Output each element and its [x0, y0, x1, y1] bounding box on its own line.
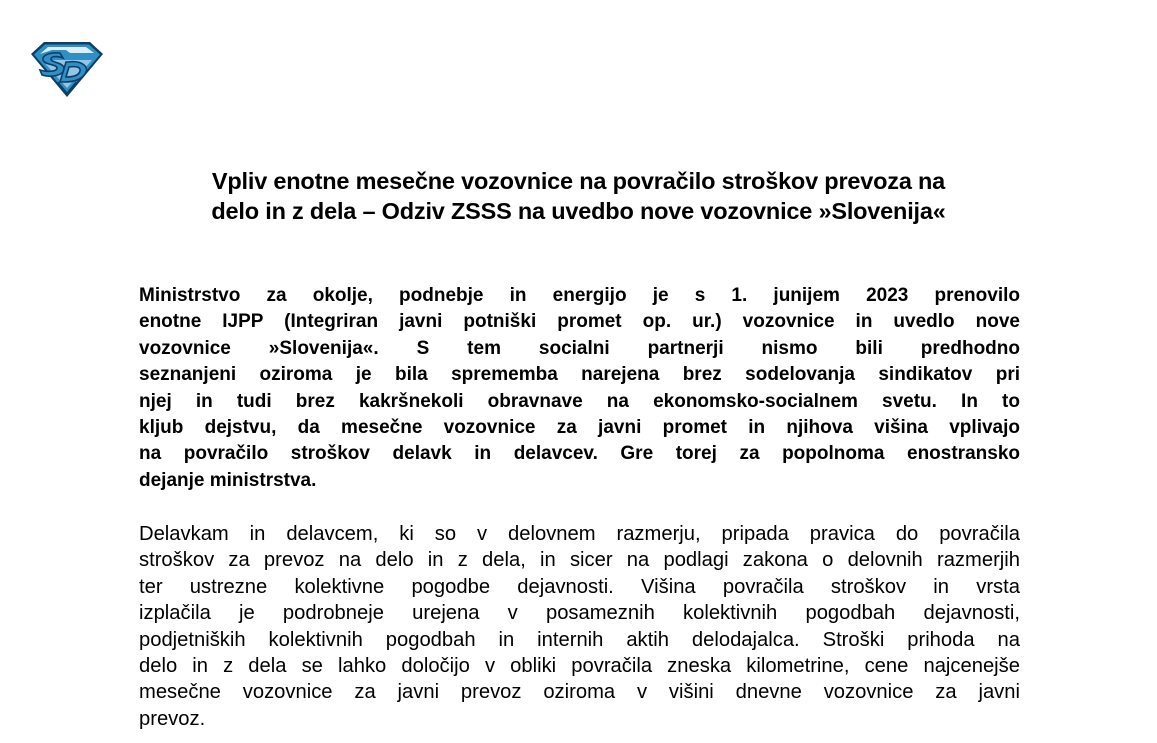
shield-logo-icon [30, 40, 104, 98]
paragraph-line: podjetniških kolektivnih pogodbah in internih aktih delodajalca. Stroški prihoda na [139, 628, 1020, 651]
paragraph-line: na povračilo stroškov delavk in delavcev. Gre torej za popolnoma enostransko [139, 443, 1020, 465]
paragraph-line: prevoz. [139, 707, 206, 730]
paragraph-intro-bold [139, 283, 1020, 494]
paragraph-line: vozovnice »Slovenija«. S tem socialni partnerji nismo bili predhodno [139, 337, 1020, 359]
paragraph-line: Delavkam in delavcem, ki so v delovnem razmerju, pripada pravica do povračila [139, 523, 1020, 545]
paragraph-body [139, 521, 1020, 732]
paragraph-line: mesečne vozovnice za javni prevoz oziroma v višini dnevne vozovnice za javni [139, 681, 1020, 704]
sd-shield-logo [30, 40, 104, 98]
title-line: delo in z dela – Odziv ZSSS na uvedbo nove vozovnice »Slovenija« [211, 198, 946, 224]
paragraph-line: njej in tudi brez kakršnekoli obravnave na ekonomsko-socialnem svetu. In to [139, 390, 1020, 412]
paragraph-line: kljub dejstvu, da mesečne vozovnice za javni promet in njihova višina vplivajo [139, 416, 1020, 438]
paragraph-line: izplačila je podrobneje urejena v posameznih kolektivnih pogodbah dejavnosti, [139, 602, 1020, 625]
paragraph-line: dejanje ministrstva. [139, 469, 317, 491]
paragraph-line: delo in z dela se lahko določijo v obliki povračila zneska kilometrine, cene najcenejše [139, 654, 1020, 677]
paragraph-line: seznanjeni oziroma je bila sprememba narejena brez sodelovanja sindikatov pri [139, 364, 1020, 386]
paragraph-line: stroškov za prevoz na delo in z dela, in sicer na podlagi zakona o delovnih razmerjih [139, 549, 1020, 572]
paragraph-line: ter ustrezne kolektivne pogodbe dejavnosti. Višina povračila stroškov in vrsta [139, 575, 1020, 598]
paragraph-line: Ministrstvo za okolje, podnebje in energijo je s 1. junijem 2023 prenovilo [139, 285, 1020, 306]
paragraph-line: enotne IJPP (Integriran javni potniški promet op. ur.) vozovnice in uvedlo nove [139, 311, 1020, 333]
title-line: Vpliv enotne mesečne vozovnice na povračilo stroškov prevoza na [211, 168, 946, 194]
document-title [100, 166, 1057, 226]
